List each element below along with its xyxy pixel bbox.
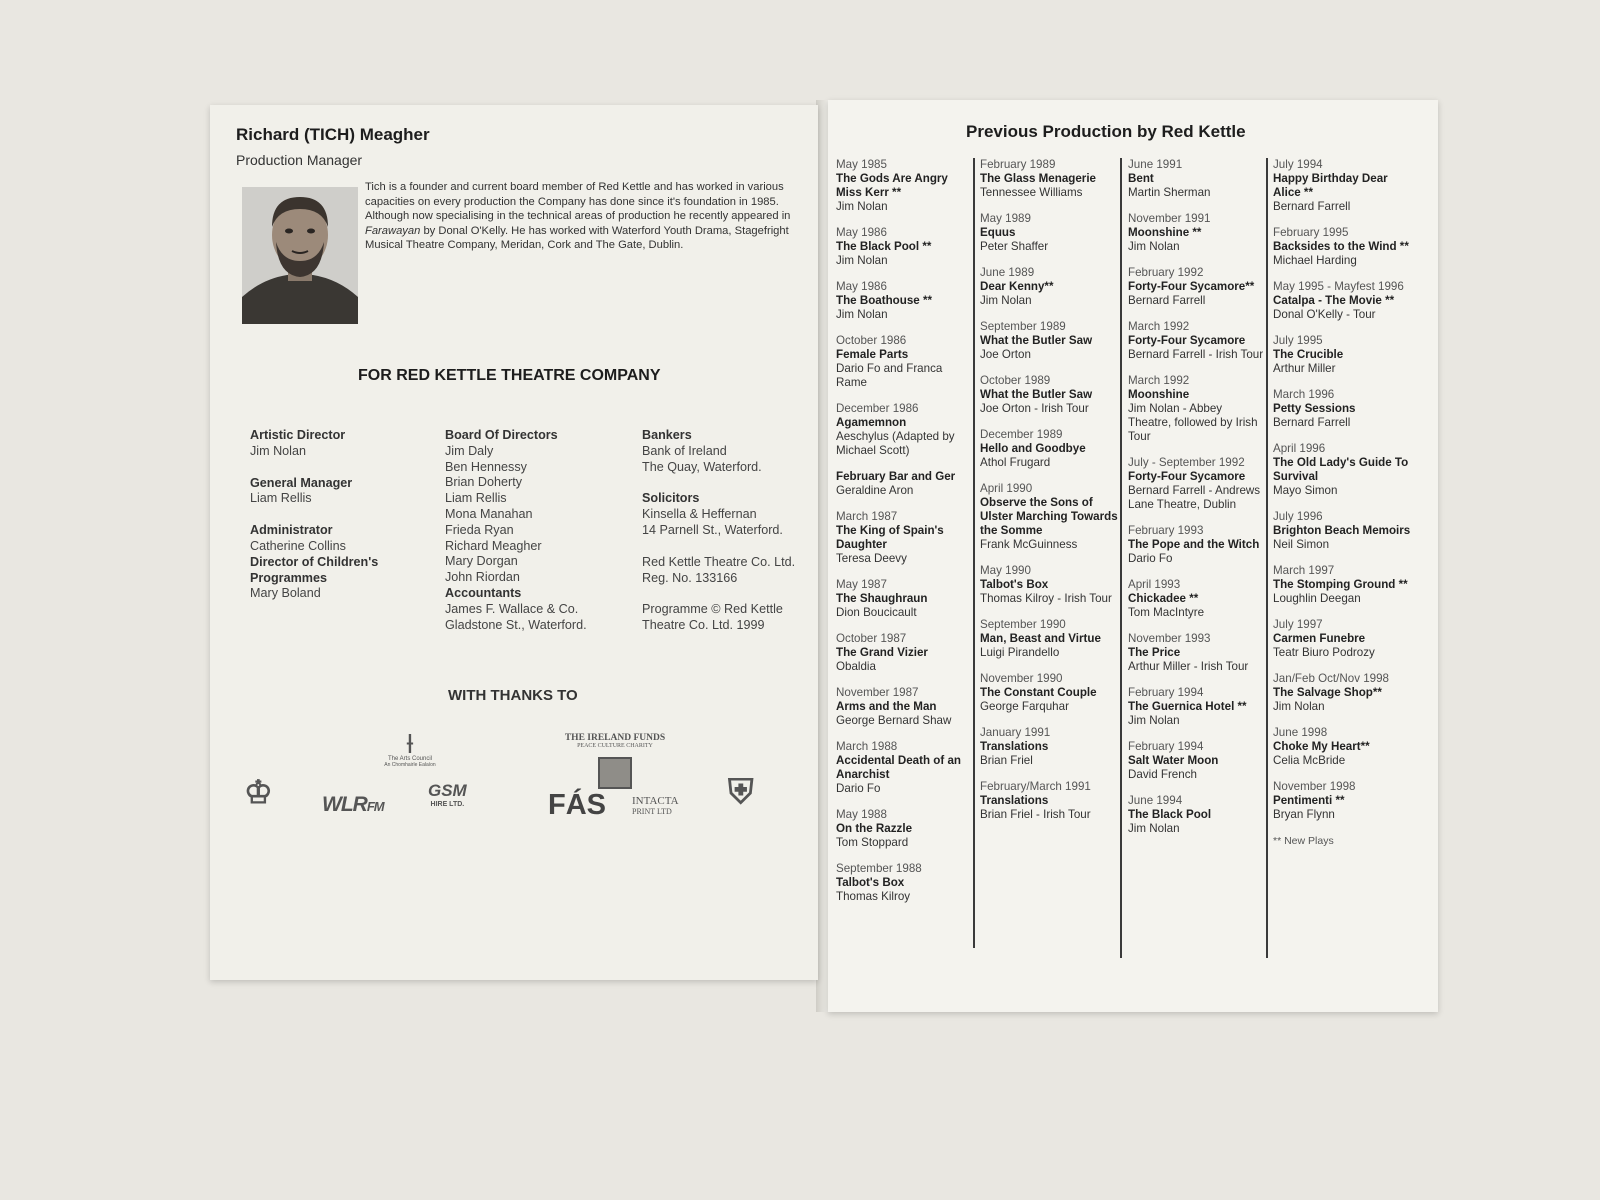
productions-column-1: [836, 158, 976, 916]
production-title: Talbot's Box: [980, 578, 1049, 591]
production-author: Thomas Kilroy - Irish Tour: [980, 592, 1112, 605]
production-title: Backsides to the Wind **: [1273, 240, 1409, 253]
production-entry: [836, 808, 976, 850]
production-date: November 1991: [1128, 212, 1211, 225]
production-author: Teatr Biuro Podrozy: [1273, 646, 1375, 659]
production-title: Observe the Sons of Ulster Marching Towards the Somme: [980, 496, 1118, 537]
production-date: October 1986: [836, 334, 907, 347]
arts-council-irish-label: An Chomhairle Ealaíon: [384, 762, 436, 768]
production-author: Aeschylus (Adapted by Michael Scott): [836, 430, 955, 457]
production-date: September 1988: [836, 862, 922, 875]
accountants-line: James F. Wallace & Co.: [445, 601, 579, 616]
production-author: George Bernard Shaw: [836, 714, 952, 727]
solicitors-heading: Solicitors: [642, 491, 700, 506]
production-author: Jim Nolan: [1128, 822, 1180, 835]
bio-text-part-1: Tich is a founder and current board member of Red Kettle and has worked in various capacities on every production the Company has done since it's foundation in 1985. Although now specialising in the technical areas of production he recently appeared in: [365, 181, 791, 223]
childrens-director-name: Mary Boland: [250, 586, 321, 601]
production-title: The Glass Menagerie: [980, 172, 1096, 185]
production-author: Bernard Farrell: [1273, 200, 1351, 213]
production-title: The Shaughraun: [836, 592, 928, 605]
bankers-line: Bank of Ireland: [642, 443, 727, 458]
production-date: June 1998: [1273, 726, 1328, 739]
production-author: Jim Nolan - Abbey Theatre, followed by Irish Tour: [1128, 402, 1258, 443]
company-reg-line: Red Kettle Theatre Co. Ltd.: [642, 554, 796, 569]
production-title: The Crucible: [1273, 348, 1344, 361]
gsm-hire-logo: [428, 781, 467, 808]
board-heading: Board Of Directors: [445, 428, 558, 442]
production-date: November 1990: [980, 672, 1063, 685]
production-entry: [980, 266, 1120, 308]
company-reg-line: Reg. No. 133166: [642, 570, 738, 585]
ireland-funds-logo: [555, 733, 675, 789]
production-date: May 1990: [980, 564, 1031, 577]
production-title: Dear Kenny**: [980, 280, 1054, 293]
production-date: October 1989: [980, 374, 1051, 387]
production-title: Forty-Four Sycamore: [1128, 334, 1246, 347]
board-member: Mary Dorgan: [445, 554, 518, 569]
production-author: Tennessee Williams: [980, 186, 1083, 199]
board-member: Brian Doherty: [445, 475, 522, 490]
production-entry: [980, 158, 1120, 200]
staff-column: [250, 428, 430, 602]
bio-role: Production Manager: [236, 152, 363, 168]
production-author: Jim Nolan: [1273, 700, 1325, 713]
production-author: Bernard Farrell: [1273, 416, 1351, 429]
production-title: Pentimenti **: [1273, 794, 1345, 807]
production-entry: [980, 780, 1120, 822]
production-entry: [1128, 320, 1268, 362]
production-author: Luigi Pirandello: [980, 646, 1060, 659]
arts-council-logo: [370, 730, 450, 768]
intacta-sub-label: PRINT LTD: [632, 807, 672, 816]
production-entry: [836, 862, 976, 904]
production-entry: [1128, 456, 1268, 512]
board-member: Ben Hennessy: [445, 459, 527, 474]
production-date: February 1994: [1128, 686, 1204, 699]
production-title: Man, Beast and Virtue: [980, 632, 1101, 645]
production-title: The Black Pool **: [836, 240, 932, 253]
production-date: May 1988: [836, 808, 887, 821]
production-date: March 1996: [1273, 388, 1335, 401]
copyright-line: Theatre Co. Ltd. 1999: [642, 618, 765, 633]
production-entry: [836, 740, 976, 796]
production-date: December 1989: [980, 428, 1063, 441]
production-date: April 1990: [980, 482, 1033, 495]
column-divider: [1120, 158, 1122, 958]
production-author: Martin Sherman: [1128, 186, 1211, 199]
production-date: November 1987: [836, 686, 919, 699]
production-title: The Grand Vizier: [836, 646, 928, 659]
production-entry: [980, 564, 1120, 606]
production-title: Brighton Beach Memoirs: [1273, 524, 1411, 537]
intacta-print-logo: [632, 795, 679, 816]
production-date: September 1989: [980, 320, 1066, 333]
production-date: March 1988: [836, 740, 898, 753]
production-title: Translations: [980, 740, 1049, 753]
production-date: February/March 1991: [980, 780, 1091, 793]
production-entry: [980, 320, 1120, 362]
crest-logo-right-icon: ⛨: [728, 773, 754, 811]
production-author: Jim Nolan: [836, 254, 888, 267]
bio-text-play-title: Farawayan: [365, 224, 421, 237]
production-author: Athol Frugard: [980, 456, 1051, 469]
production-title: Choke My Heart**: [1273, 740, 1370, 753]
artistic-director-name: Jim Nolan: [250, 443, 306, 458]
intacta-label: INTACTA: [632, 795, 679, 807]
production-entry: [1273, 388, 1413, 430]
general-manager-heading: General Manager: [250, 475, 353, 490]
production-date: May 1995 - Mayfest 1996: [1273, 280, 1404, 293]
production-title: Petty Sessions: [1273, 402, 1356, 415]
production-author: Celia McBride: [1273, 754, 1346, 767]
bio-text-part-2: by Donal O'Kelly. He has worked with Waterford Youth Drama, Stagefright Musical Theatre Company, Meridan, Cork and The Gate, Dublin.: [365, 224, 789, 252]
production-author: Obaldia: [836, 660, 876, 673]
production-author: Jim Nolan: [1128, 240, 1180, 253]
production-date: March 1992: [1128, 374, 1190, 387]
bankers-column: [642, 428, 822, 634]
administrator-heading: Administrator: [250, 523, 333, 538]
production-entry: [1273, 510, 1413, 552]
production-author: Jim Nolan: [980, 294, 1032, 307]
gsm-label: GSM: [428, 781, 467, 800]
production-date: November 1993: [1128, 632, 1211, 645]
thanks-heading: WITH THANKS TO: [448, 687, 578, 704]
production-entry: [836, 510, 976, 566]
production-author: Tom Stoppard: [836, 836, 909, 849]
production-date: February 1994: [1128, 740, 1204, 753]
general-manager-name: Liam Rellis: [250, 491, 312, 506]
productions-title: Previous Production by Red Kettle: [966, 122, 1246, 141]
production-author: Jim Nolan: [1128, 714, 1180, 727]
production-date: July 1996: [1273, 510, 1323, 523]
production-title: Hello and Goodbye: [980, 442, 1086, 455]
production-title: Agamemnon: [836, 416, 907, 429]
portrait-illustration: [242, 187, 358, 324]
production-date: July 1994: [1273, 158, 1323, 171]
production-date: Jan/Feb Oct/Nov 1998: [1273, 672, 1389, 685]
accountants-heading: Accountants: [445, 585, 522, 600]
production-title: The Boathouse **: [836, 294, 932, 307]
production-date: January 1991: [980, 726, 1051, 739]
production-entry: [836, 158, 976, 214]
production-author: Thomas Kilroy: [836, 890, 911, 903]
production-entry: [1128, 158, 1268, 200]
production-author: Donal O'Kelly - Tour: [1273, 308, 1376, 321]
production-entry: [836, 578, 976, 620]
production-entry: [1128, 740, 1268, 782]
production-date: July 1995: [1273, 334, 1323, 347]
production-entry: [1273, 226, 1413, 268]
production-title: Forty-Four Sycamore**: [1128, 280, 1255, 293]
production-entry: [980, 212, 1120, 254]
copyright-line: Programme © Red Kettle: [642, 602, 783, 617]
bio-text: [365, 180, 805, 253]
production-author: Bernard Farrell - Irish Tour: [1128, 348, 1264, 361]
production-title: Bent: [1128, 172, 1154, 185]
production-entry: [836, 402, 976, 458]
productions-column-2: [980, 158, 1120, 834]
solicitors-line: 14 Parnell St., Waterford.: [642, 522, 783, 537]
production-date: May 1987: [836, 578, 887, 591]
production-author: Dario Fo: [836, 782, 881, 795]
board-member: Frieda Ryan: [445, 522, 514, 537]
bio-name: Richard (TICH) Meagher: [236, 125, 430, 144]
production-entry: [1273, 564, 1413, 606]
production-title: Catalpa - The Movie **: [1273, 294, 1395, 307]
board-member: Richard Meagher: [445, 538, 542, 553]
arts-council-label: The Arts Council: [387, 756, 433, 762]
board-member: Jim Daly: [445, 443, 494, 458]
production-date: June 1991: [1128, 158, 1183, 171]
production-date: March 1992: [1128, 320, 1190, 333]
production-author: Peter Shaffer: [980, 240, 1049, 253]
production-author: Arthur Miller: [1273, 362, 1336, 375]
production-author: Dion Boucicault: [836, 606, 917, 619]
production-date: December 1986: [836, 402, 919, 415]
new-plays-footnote: ** New Plays: [1273, 835, 1334, 847]
right-page: [828, 100, 1438, 1012]
production-date: May 1986: [836, 226, 887, 239]
production-author: Brian Friel - Irish Tour: [980, 808, 1091, 821]
production-title: Happy Birthday Dear Alice **: [1273, 172, 1388, 199]
production-entry: [1273, 618, 1413, 660]
production-entry: [836, 470, 976, 498]
wlr-fm-label: FM: [366, 799, 384, 814]
production-author: Geraldine Aron: [836, 484, 914, 497]
production-author: Arthur Miller - Irish Tour: [1128, 660, 1249, 673]
production-author: Frank McGuinness: [980, 538, 1078, 551]
production-title: The Gods Are Angry Miss Kerr **: [836, 172, 948, 199]
production-date: July - September 1992: [1128, 456, 1245, 469]
production-entry: [1128, 212, 1268, 254]
crest-logo-left-icon: ♔: [244, 774, 273, 810]
production-date: April 1996: [1273, 442, 1326, 455]
productions-column-3: [1128, 158, 1268, 848]
production-entry: [836, 334, 976, 390]
production-author: Michael Harding: [1273, 254, 1357, 267]
production-title: The King of Spain's Daughter: [836, 524, 944, 551]
production-date: March 1987: [836, 510, 898, 523]
production-author: Dario Fo: [1128, 552, 1173, 565]
board-member: Mona Manahan: [445, 506, 533, 521]
production-entry: [1128, 578, 1268, 620]
production-entry: [1128, 632, 1268, 674]
wlr-label: WLR: [322, 793, 367, 816]
company-heading: FOR RED KETTLE THEATRE COMPANY: [358, 367, 661, 384]
production-entry: [1273, 780, 1413, 822]
production-date: June 1989: [980, 266, 1035, 279]
production-entry: [1273, 442, 1413, 498]
production-date: July 1997: [1273, 618, 1323, 631]
production-date: September 1990: [980, 618, 1066, 631]
accountants-line: Gladstone St., Waterford.: [445, 617, 587, 632]
production-date: May 1986: [836, 280, 887, 293]
production-title: Forty-Four Sycamore: [1128, 470, 1246, 483]
production-title: Talbot's Box: [836, 876, 905, 889]
production-title: On the Razzle: [836, 822, 913, 835]
production-title: Chickadee **: [1128, 592, 1199, 605]
production-entry: [836, 686, 976, 728]
production-title: What the Butler Saw: [980, 334, 1093, 347]
production-title: The Salvage Shop**: [1273, 686, 1382, 699]
production-title: The Old Lady's Guide To Survival: [1273, 456, 1409, 483]
production-title: February Bar and Ger: [836, 470, 956, 483]
production-date: November 1998: [1273, 780, 1356, 793]
production-entry: [980, 428, 1120, 470]
production-entry: [1273, 726, 1413, 768]
production-title: Translations: [980, 794, 1049, 807]
production-entry: [1273, 280, 1413, 322]
wlr-fm-logo: [322, 793, 384, 817]
production-date: February 1992: [1128, 266, 1204, 279]
production-author: Bernard Farrell: [1128, 294, 1206, 307]
fas-logo: FÁS: [548, 789, 606, 821]
production-date: February 1993: [1128, 524, 1204, 537]
production-title: The Stomping Ground **: [1273, 578, 1408, 591]
production-author: Tom MacIntyre: [1128, 606, 1205, 619]
production-author: David French: [1128, 768, 1197, 781]
production-author: Mayo Simon: [1273, 484, 1338, 497]
production-entry: [1128, 374, 1268, 444]
production-entry: [836, 280, 976, 322]
production-author: Loughlin Deegan: [1273, 592, 1361, 605]
production-date: October 1987: [836, 632, 907, 645]
administrator-name: Catherine Collins: [250, 538, 346, 553]
production-entry: [1128, 686, 1268, 728]
production-entry: [980, 482, 1120, 552]
production-author: George Farquhar: [980, 700, 1069, 713]
production-title: The Pope and the Witch: [1128, 538, 1260, 551]
production-entry: [1128, 524, 1268, 566]
childrens-director-heading: Director of Children's Programmes: [250, 554, 379, 585]
left-page: [210, 105, 818, 980]
portrait-photo: [242, 187, 358, 324]
production-title: Arms and the Man: [836, 700, 937, 713]
production-title: Salt Water Moon: [1128, 754, 1219, 767]
bankers-heading: Bankers: [642, 428, 692, 442]
ireland-funds-emblem-icon: [598, 757, 632, 789]
production-title: Accidental Death of an Anarchist: [836, 754, 961, 781]
production-title: The Constant Couple: [980, 686, 1097, 699]
production-title: The Guernica Hotel **: [1128, 700, 1247, 713]
production-date: May 1989: [980, 212, 1031, 225]
ireland-funds-sub: PEACE CULTURE CHARITY: [577, 743, 653, 749]
production-title: Moonshine: [1128, 388, 1190, 401]
ireland-funds-label: THE IRELAND FUNDS: [564, 733, 666, 743]
production-title: Carmen Funebre: [1273, 632, 1366, 645]
production-entry: [1128, 266, 1268, 308]
production-date: March 1997: [1273, 564, 1335, 577]
production-author: Neil Simon: [1273, 538, 1330, 551]
production-entry: [1128, 794, 1268, 836]
board-member: Liam Rellis: [445, 491, 507, 506]
production-author: Joe Orton - Irish Tour: [980, 402, 1089, 415]
production-entry: [980, 672, 1120, 714]
production-author: Jim Nolan: [836, 308, 888, 321]
production-author: Teresa Deevy: [836, 552, 907, 565]
production-title: Female Parts: [836, 348, 909, 361]
board-member: John Riordan: [445, 570, 520, 585]
arts-council-icon: ⟊: [406, 728, 414, 758]
production-entry: [1273, 158, 1413, 214]
bankers-line: The Quay, Waterford.: [642, 459, 762, 474]
production-date: May 1985: [836, 158, 887, 171]
board-column: [445, 428, 635, 633]
production-author: Brian Friel: [980, 754, 1033, 767]
production-entry: [1273, 672, 1413, 714]
production-entry: [836, 632, 976, 674]
production-entry: [980, 374, 1120, 416]
production-author: Jim Nolan: [836, 200, 888, 213]
production-author: Joe Orton: [980, 348, 1031, 361]
production-author: Bryan Flynn: [1273, 808, 1335, 821]
gsm-sub-label: HIRE LTD.: [430, 801, 465, 808]
production-author: Dario Fo and Franca Rame: [836, 362, 943, 389]
production-date: February 1995: [1273, 226, 1349, 239]
production-entry: [836, 226, 976, 268]
production-author: Bernard Farrell - Andrews Lane Theatre, Dublin: [1128, 484, 1261, 511]
production-title: The Price: [1128, 646, 1181, 659]
production-title: Equus: [980, 226, 1016, 239]
production-title: Moonshine **: [1128, 226, 1202, 239]
productions-column-4: [1273, 158, 1413, 848]
production-title: What the Butler Saw: [980, 388, 1093, 401]
production-date: April 1993: [1128, 578, 1181, 591]
artistic-director-heading: Artistic Director: [250, 428, 346, 442]
production-title: The Black Pool: [1128, 808, 1212, 821]
production-date: February 1989: [980, 158, 1056, 171]
production-entry: [980, 618, 1120, 660]
production-entry: [980, 726, 1120, 768]
solicitors-line: Kinsella & Heffernan: [642, 507, 757, 522]
production-entry: [1273, 334, 1413, 376]
production-date: June 1994: [1128, 794, 1183, 807]
